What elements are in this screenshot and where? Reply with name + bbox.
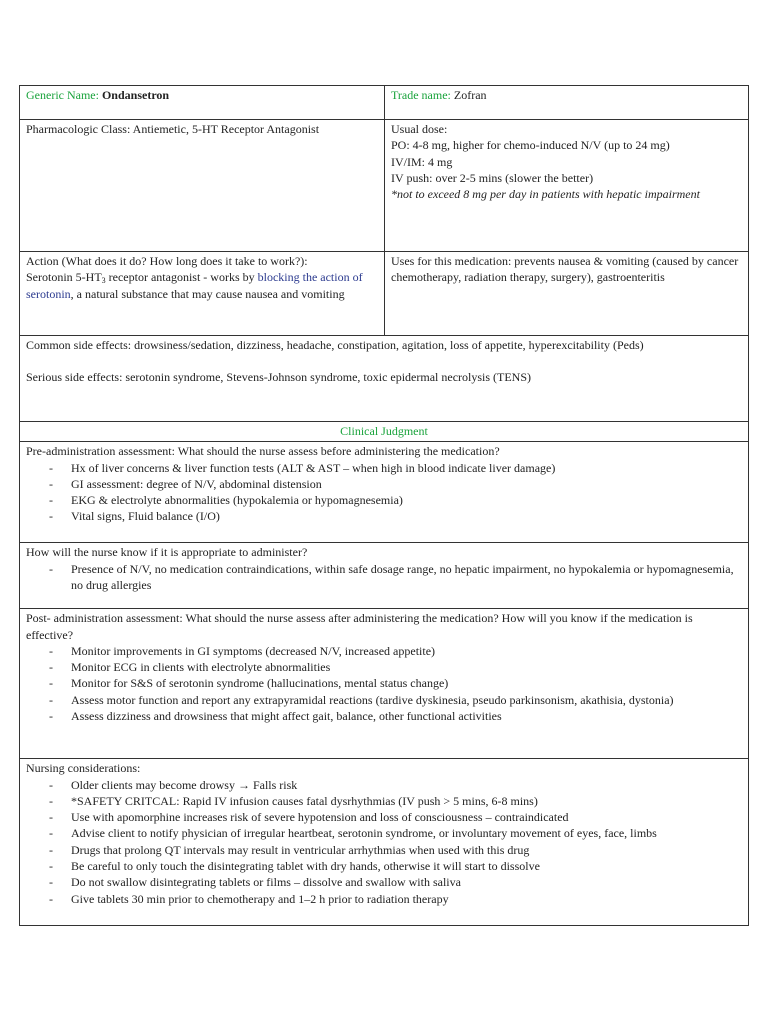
drug-card bbox=[19, 85, 748, 926]
pre-admin-list bbox=[26, 460, 742, 525]
nursing-heading: Nursing considerations: bbox=[26, 761, 141, 776]
uses-text: Uses for this medication: prevents nausea & vomiting (caused by cancer chemotherapy, radiation therapy, surgery), gastroenteritis bbox=[391, 254, 739, 285]
action-text-b: receptor antagonist - works by bbox=[105, 270, 258, 285]
list-item: - *SAFETY CRITCAL: Rapid IV infusion causes fatal dysrhythmias (IV push > 5 mins, 6-8 mins) bbox=[26, 793, 742, 809]
generic-name-label: Generic Name: bbox=[26, 88, 102, 102]
action-question: Action (What does it do? How long does it take to work?): bbox=[26, 254, 308, 268]
nursing-row bbox=[20, 759, 749, 926]
dose-heading: Usual dose: bbox=[391, 122, 448, 136]
generic-name-cell bbox=[20, 86, 385, 120]
pre-admin-question: Pre-administration assessment: What should the nurse assess before administering the medication? bbox=[26, 444, 500, 459]
appropriate-cell bbox=[20, 543, 749, 609]
name-row bbox=[20, 86, 749, 120]
pharm-class-text: Pharmacologic Class: Antiemetic, 5-HT Receptor Antagonist bbox=[26, 122, 320, 136]
list-item: - Do not swallow disintegrating tablets or films – dissolve and swallow with saliva bbox=[26, 874, 742, 890]
list-item: - Assess motor function and report any extrapyramidal reactions (tardive dyskinesia, pseudo parkinsonism, akathisia, dystonia) bbox=[26, 692, 742, 708]
uses-cell bbox=[385, 252, 749, 336]
drug-card-table bbox=[19, 85, 749, 926]
list-item: - Drugs that prolong QT intervals may result in ventricular arrhythmias when used with this drug bbox=[26, 842, 742, 858]
side-effects-cell bbox=[20, 336, 749, 422]
list-item: - EKG & electrolyte abnormalities (hypokalemia or hypomagnesemia) bbox=[26, 492, 742, 508]
list-item: - Monitor ECG in clients with electrolyte abnormalities bbox=[26, 659, 742, 675]
post-admin-list bbox=[26, 643, 742, 724]
list-item: - Hx of liver concerns & liver function tests (ALT & AST – when high in blood indicate liver damage) bbox=[26, 460, 742, 476]
list-item: - Monitor for S&S of serotonin syndrome (hallucinations, mental status change) bbox=[26, 675, 742, 691]
list-item: - Give tablets 30 min prior to chemotherapy and 1–2 h prior to radiation therapy bbox=[26, 891, 742, 907]
appropriate-question: How will the nurse know if it is appropriate to administer? bbox=[26, 545, 308, 560]
trade-name-cell bbox=[385, 86, 749, 120]
post-admin-row bbox=[20, 609, 749, 759]
action-subscript: 3 bbox=[101, 276, 106, 286]
action-cell bbox=[20, 252, 385, 336]
list-item: - Presence of N/V, no medication contraindications, within safe dosage range, no hepatic impairment, no hypokalemia or hypomagnesemia, no drug allergies bbox=[26, 561, 742, 594]
pre-admin-cell bbox=[20, 442, 749, 543]
list-item: - GI assessment: degree of N/V, abdominal distension bbox=[26, 476, 742, 492]
appropriate-list bbox=[26, 561, 742, 594]
dose-iv-im: IV/IM: 4 mg bbox=[391, 154, 453, 169]
usual-dose-cell bbox=[385, 120, 749, 252]
nursing-cell bbox=[20, 759, 749, 926]
list-item: - Assess dizziness and drowsiness that might affect gait, balance, other functional activities bbox=[26, 708, 742, 724]
list-item: - Older clients may become drowsy → Falls risk bbox=[26, 777, 742, 793]
trade-name-value: Zofran bbox=[453, 88, 487, 102]
common-side-effects: Common side effects: drowsiness/sedation, dizziness, headache, constipation, agitation, loss of appetite, hyperexcitability (Peds) bbox=[26, 338, 644, 352]
post-admin-question: Post- administration assessment: What should the nurse assess after administering the medication? How will you know if the medication is effective? bbox=[26, 611, 693, 642]
pharm-class-cell bbox=[20, 120, 385, 252]
trade-name-label: Trade name: bbox=[391, 88, 454, 102]
list-item: - Use with apomorphine increases risk of severe hypotension and loss of consciousness – contraindicated bbox=[26, 809, 742, 825]
clinical-judgment-row bbox=[20, 422, 749, 442]
side-effects-row bbox=[20, 336, 749, 422]
action-text-c: , a natural substance that may cause nausea and vomiting bbox=[70, 286, 345, 301]
appropriate-row bbox=[20, 543, 749, 609]
dose-iv-push: IV push: over 2-5 mins (slower the better) bbox=[391, 170, 594, 185]
action-link-text: blocking the action of serotonin bbox=[26, 270, 363, 301]
class-dose-row bbox=[20, 120, 749, 252]
post-admin-cell bbox=[20, 609, 749, 759]
dose-po: PO: 4-8 mg, higher for chemo-induced N/V (up to 24 mg) bbox=[391, 138, 670, 153]
generic-name-value: Ondansetron bbox=[101, 88, 170, 102]
pre-admin-row bbox=[20, 442, 749, 543]
list-item: - Be careful to only touch the disintegrating tablet with dry hands, otherwise it will start to dissolve bbox=[26, 858, 742, 874]
action-uses-row bbox=[20, 252, 749, 336]
serious-side-effects: Serious side effects: serotonin syndrome, Stevens-Johnson syndrome, toxic epidermal necrolysis (TENS) bbox=[26, 370, 532, 385]
dose-note: *not to exceed 8 mg per day in patients with hepatic impairment bbox=[391, 187, 700, 202]
clinical-judgment-heading: Clinical Judgment bbox=[20, 422, 749, 442]
action-text-a: Serotonin 5-HT bbox=[26, 270, 102, 285]
list-item: - Vital signs, Fluid balance (I/O) bbox=[26, 508, 742, 524]
list-item: - Advise client to notify physician of irregular heartbeat, serotonin syndrome, or involuntary movement of eyes, face, limbs bbox=[26, 825, 742, 841]
nursing-list bbox=[26, 777, 742, 907]
list-item: - Monitor improvements in GI symptoms (decreased N/V, increased appetite) bbox=[26, 643, 742, 659]
